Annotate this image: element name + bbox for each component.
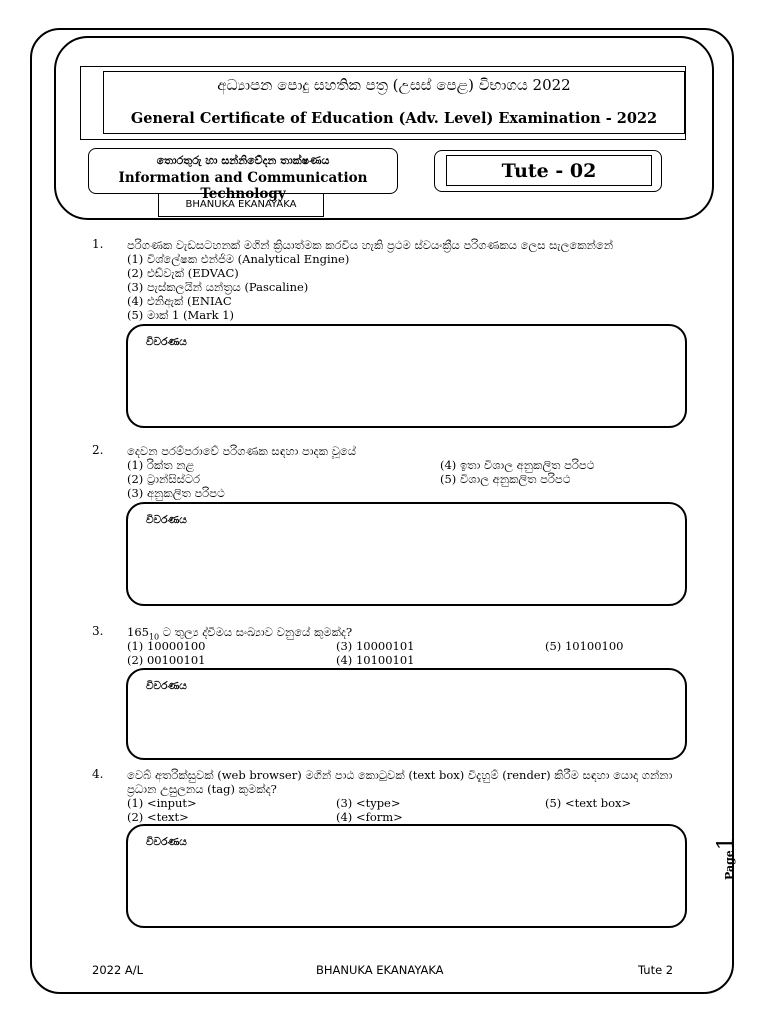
tute-number: Tute - 02 <box>446 155 652 186</box>
answer-label: විවරණය <box>146 680 187 692</box>
answer-label: විවරණය <box>146 836 187 848</box>
subject-box <box>88 148 398 202</box>
q1-option-3: (3) පැස්කලයින් යන්ත්‍රය (Pascaline) <box>127 280 309 294</box>
footer-center: BHANUKA EKANAYAKA <box>316 963 444 977</box>
q1-option-4: (4) එනිඇක් (ENIAC <box>127 294 232 308</box>
author-tab: BHANUKA EKANAYAKA <box>158 193 324 217</box>
exam-title-english: General Certificate of Education (Adv. Level) Examination - 2022 <box>130 110 658 127</box>
exam-title-sinhala: අධ්‍යාපන පොදු සහතික පත්‍ර (උසස් පෙළ) විභාගය 2022 <box>217 76 571 94</box>
q2-option-4: (4) ඉතා විශාල අනුකලිත පරිපථ <box>440 458 595 472</box>
q3-option-2: (2) 00100101 <box>127 653 206 667</box>
q2-text: දෙවන පරම්පරාවේ පරිගණක සඳහා පාදක වූයේ <box>127 444 356 458</box>
q4-text-line1: වෙබ් අතරික්සුවක් (web browser) මගින් පාඨ කොටුවක් (text box) විදැහුම් (render) කිරීම සඳහා යොදා ගන්නා <box>127 768 673 782</box>
q3-value: 165 <box>127 625 149 639</box>
q1-answer-box[interactable] <box>126 324 687 428</box>
q2-option-2: (2) ට්‍රාන්සිස්ටර <box>127 472 201 486</box>
q1-option-5: (5) මාක් 1 (Mark 1) <box>127 308 235 322</box>
page-word: Page <box>723 850 736 880</box>
q3-answer-box[interactable] <box>126 668 687 760</box>
q1-number: 1. <box>92 237 104 251</box>
q4-option-2: (2) <text> <box>127 810 189 824</box>
page-number: 1 <box>714 836 739 851</box>
q4-option-4: (4) <form> <box>336 810 403 824</box>
q3-option-1: (1) 10000100 <box>127 639 206 653</box>
q4-option-5: (5) <text box> <box>545 796 632 810</box>
q1-option-1: (1) විශ්ලේෂක එන්ජිම (Analytical Engine) <box>127 252 350 266</box>
q2-number: 2. <box>92 443 104 457</box>
q4-option-1: (1) <input> <box>127 796 197 810</box>
q3-option-5: (5) 10100100 <box>545 639 624 653</box>
q1-option-2: (2) එඩ්වැක් (EDVAC) <box>127 266 239 280</box>
answer-label: විවරණය <box>146 514 187 526</box>
q2-option-1: (1) රික්ත නළ <box>127 458 195 472</box>
q2-answer-box[interactable] <box>126 502 687 606</box>
q3-number: 3. <box>92 624 104 638</box>
answer-label: විවරණය <box>146 336 187 348</box>
footer-right: Tute 2 <box>638 963 674 977</box>
q3-option-3: (3) 10000101 <box>336 639 415 653</box>
q3-base: 10 <box>148 632 160 642</box>
q4-answer-box[interactable] <box>126 824 687 928</box>
q1-text: පරිගණක වැඩසටහනක් මගින් ක්‍රියාත්මක කරවිය හැකි ප්‍රථම ස්වයංක්‍රීය පරිගණකය ලෙස සැලකෙන්නේ <box>127 238 614 252</box>
q3-option-4: (4) 10100101 <box>336 653 415 667</box>
q4-option-3: (3) <type> <box>336 796 401 810</box>
page-number-vertical <box>714 836 739 880</box>
q2-option-5: (5) විශාල අනුකලිත පරිපථ <box>440 472 571 486</box>
q2-option-3: (3) අනුකලිත පරිපථ <box>127 486 225 500</box>
q4-number: 4. <box>92 767 104 781</box>
q4-text-line2: ප්‍රධාන උසුලනය (tag) කුමක්ද? <box>127 782 277 796</box>
subject-sinhala: තොරතුරු හා සන්නිවේදන තාක්ෂණය <box>156 154 330 167</box>
q3-question: ට තුල්‍ය ද්වීමය සංඛ්‍යාව වනුයේ කුමක්ද? <box>162 625 353 639</box>
footer-left: 2022 A/L <box>92 963 144 977</box>
subject-english: Information and Communication Technology <box>118 170 368 202</box>
